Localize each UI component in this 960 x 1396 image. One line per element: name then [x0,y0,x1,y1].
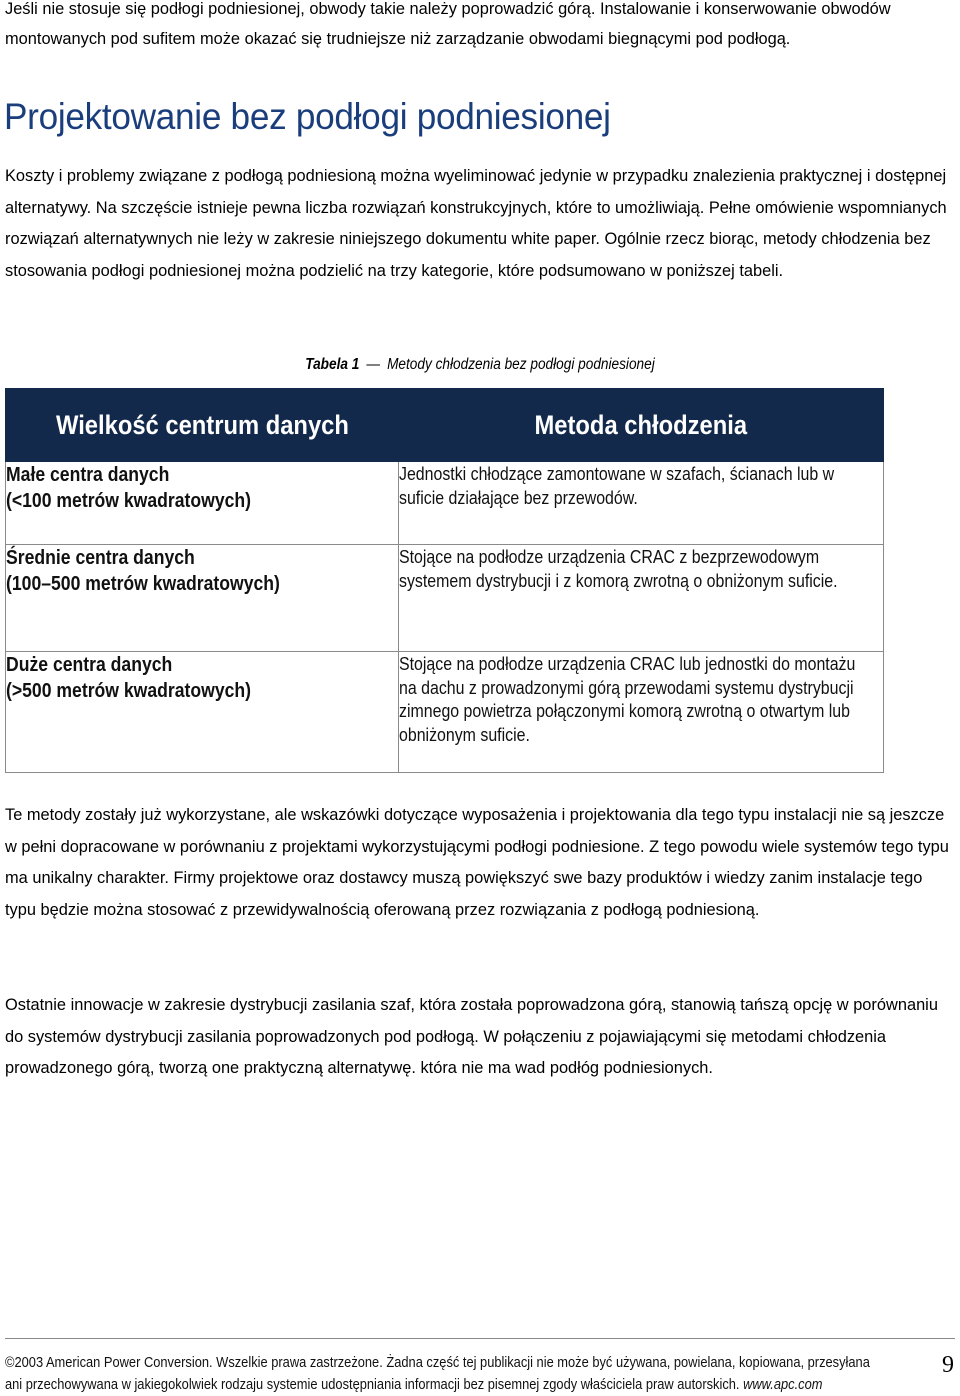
table-caption [58,356,903,374]
method-cell [399,462,884,545]
header-datacenter-size: Wielkość centrum danych [6,389,399,462]
size-cell [6,652,399,773]
method-text: Stojące na podłodze urządzenia CRAC lub jednostki do montażu na dachu z prowadzonymi górą przewodami systemu dystrybucji zimnego powietrza połączonymi komorą zwrotną o otwartym lub obniżonym suficie. [399,653,856,745]
table-row [6,652,884,773]
page-number: 9 [942,1352,954,1378]
size-label: Średnie centra danych [6,547,195,569]
body-paragraph-2: Te metody zostały już wykorzystane, ale wskazówki dotyczące wyposażenia i projektowania dla tego typu instalacji nie są jeszcze w pełni dopracowane w porównaniu z projektami wykorzystującymi podłogi podniesione. Z tego powodu wiele systemów tego typu ma unikalny charakter. Firmy projektowe oraz dostawcy muszą powiększyć swe bazy produktów i wiedzy zanim instalacje tego typu będzie można stosować z przewidywalnością oferowaną przez rozwiązania z podłogą podniesioną. [5,806,949,919]
copyright-footer [5,1352,914,1396]
size-label: Duże centra danych [6,654,173,676]
header-cooling-method: Metoda chłodzenia [399,389,884,462]
method-text: Stojące na podłodze urządzenia CRAC z bezprzewodowym systemem dystrybucji i z komorą zwrotną o obniżonym suficie. [399,546,838,591]
caption-title: Metody chłodzenia bez podłogi podniesionej [387,356,655,373]
cooling-methods-table [5,388,884,773]
table-header-row [6,389,884,462]
intro-paragraph: Jeśli nie stosuje się podłogi podniesionej, obwody takie należy poprowadzić górą. Instalowanie i konserwowanie obwodów montowanych pod sufitem może okazać się trudniejsze niż zarządzanie obwodami biegnącymi pod podłogą. [5,0,891,48]
section-heading: Projektowanie bez podłogi podniesionej [4,96,611,137]
method-text: Jednostki chłodzące zamontowane w szafach, ścianach lub w suficie działające bez przewodów. [399,463,835,508]
footer-url[interactable]: www.apc.com [743,1377,823,1393]
size-cell [6,545,399,652]
size-range: (<100 metrów kwadratowych) [6,490,252,512]
caption-label: Tabela 1 [305,356,360,373]
body-paragraph-3: Ostatnie innowacje w zakresie dystrybucji zasilania szaf, która została poprowadzona górą, stanowią tańszą opcję w porównaniu do systemów dystrybucji zasilania poprowadzonych pod podłogą. W połączeniu z pojawiającymi się metodami chłodzenia prowadzonego górą, tworzą one praktyczną alternatywę. która nie ma wad podłóg podniesionych. [5,996,938,1077]
size-range: (>500 metrów kwadratowych) [6,680,252,702]
footer-divider [5,1338,955,1339]
method-cell [399,545,884,652]
table-row [6,545,884,652]
footer-line-2: ani przechowywana w jakiegokolwiek rodzaju systemie udostępniania informacji bez pisemnej zgody właściciela praw autorskich. www.apc.com [5,1377,823,1393]
caption-separator: — [366,356,381,373]
size-range: (100–500 metrów kwadratowych) [6,573,280,595]
body-paragraph-1: Koszty i problemy związane z podłogą podniesioną można wyeliminować jedynie w przypadku znalezienia praktycznej i dostępnej alternatywy. Na szczęście istnieje pewna liczba rozwiązań konstrukcyjnych, które to umożliwiają. Pełne omówienie wspomnianych rozwiązań alternatywnych nie leży w zakresie niniejszego dokumentu white paper. Ogólnie rzecz biorąc, metody chłodzenia bez stosowania podłogi podniesionej można podzielić na trzy kategorie, które podsumowano w poniższej tabeli. [5,167,947,280]
size-label: Małe centra danych [6,464,170,486]
footer-line-1: ©2003 American Power Conversion. Wszelkie prawa zastrzeżone. Żadna część tej publikacji nie może być używana, powielana, kopiowana, przesyłana [5,1355,870,1371]
method-cell [399,652,884,773]
size-cell [6,462,399,545]
table-row [6,462,884,545]
